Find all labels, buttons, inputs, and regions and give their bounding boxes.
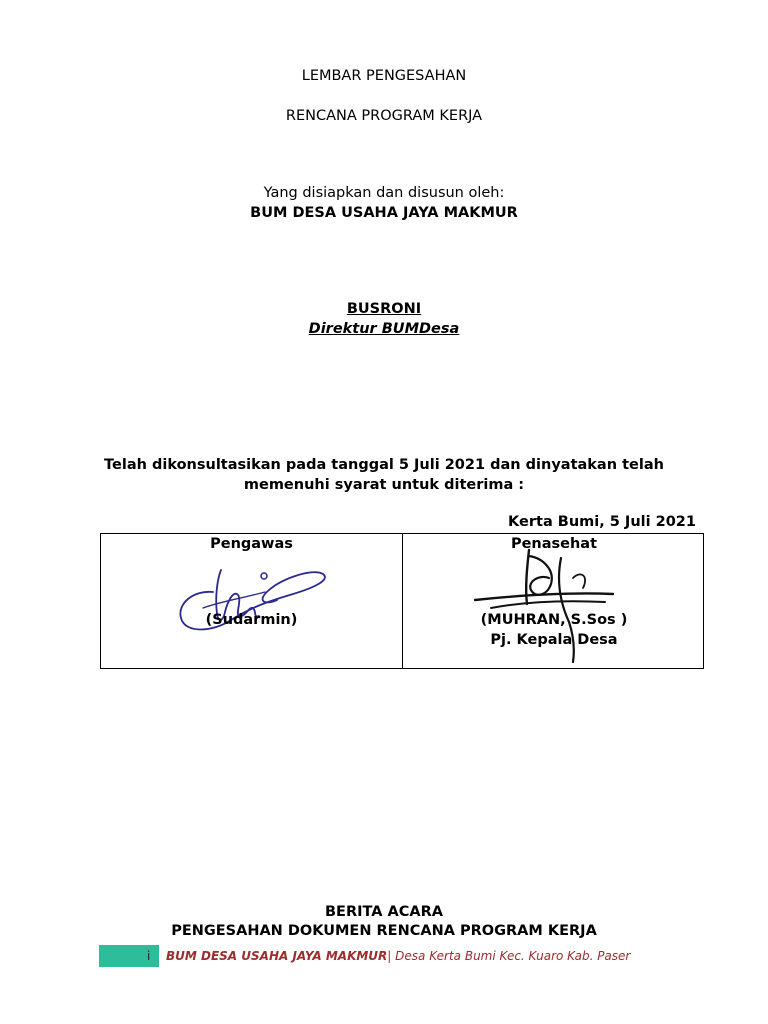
place-date: Kerta Bumi, 5 Juli 2021 [508,514,696,530]
bottom-heading-1: BERITA ACARA [324,904,444,920]
director-name: BUSRONI [346,301,422,317]
footer-page-number: i [147,949,151,963]
document-title: LEMBAR PENGESAHAN [301,68,467,84]
penasehat-name: (MUHRAN, S.Sos ) [480,612,628,628]
consultation-line-1: Telah dikonsultasikan pada tanggal 5 Juli 2021 dan dinyatakan telah [104,457,664,473]
footer-org: BUM DESA USAHA JAYA MAKMUR [166,949,388,963]
director-title: Direktur BUMDesa [308,321,460,337]
document-subtitle: RENCANA PROGRAM KERJA [285,108,483,124]
footer-location: Desa Kerta Bumi Kec. Kuaro Kab. Paser [391,949,631,963]
prepared-by-label: Yang disiapkan dan disusun oleh: [263,185,505,201]
director-title-wrap [0,320,768,338]
bottom-heading-2: PENGESAHAN DOKUMEN RENCANA PROGRAM KERJA [171,923,597,939]
pengawas-role: Pengawas [210,536,293,552]
organization-name: BUM DESA USAHA JAYA MAKMUR [250,205,518,221]
signature-table [100,533,704,669]
penasehat-position: Pj. Kepala Desa [490,632,618,648]
footer-text [166,947,630,965]
pengawas-name: (Sudarmin) [205,612,298,628]
footer-separator: | [387,949,392,963]
consultation-line-2: memenuhi syarat untuk diterima : [243,477,525,493]
pengawas-signature [173,562,333,642]
director-name-wrap [0,300,768,318]
penasehat-role: Penasehat [510,536,598,552]
